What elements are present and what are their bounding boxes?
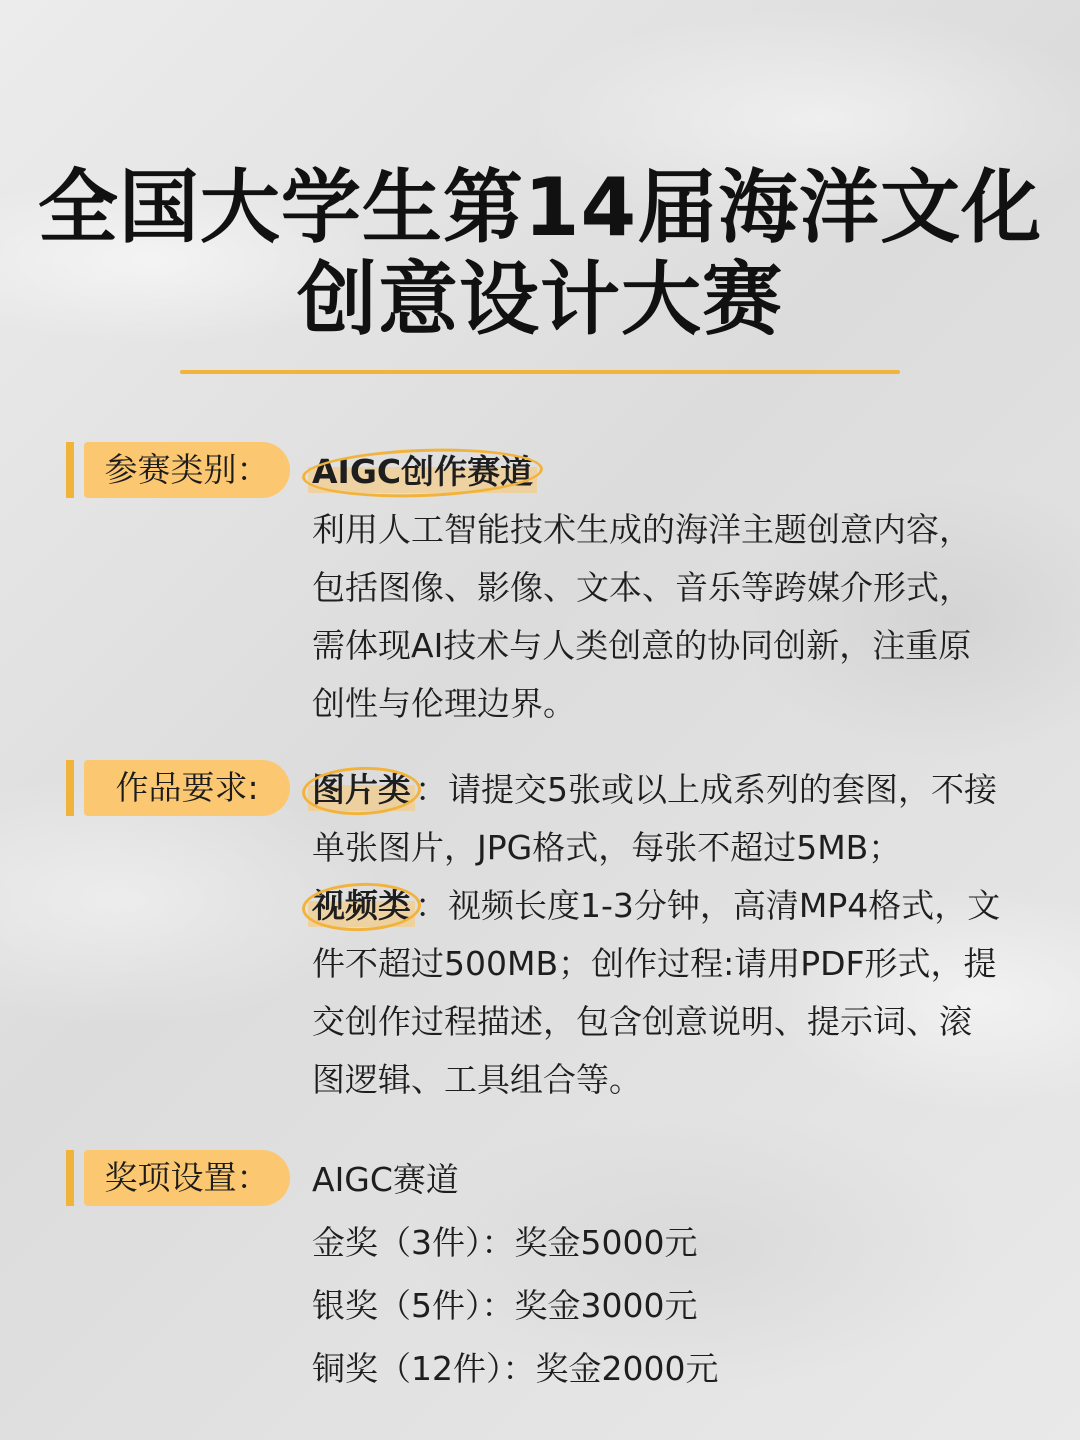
awards-label: 奖项设置：: [104, 1158, 270, 1197]
tag-accent-bar: [66, 442, 74, 498]
video-requirement-text: 件不超过500MB；创作过程:请用PDF形式，提: [312, 944, 997, 983]
image-requirement-text: ：请提交5张或以上成系列的套图，不接: [415, 770, 997, 809]
awards-body: [312, 1148, 1032, 1400]
image-category-key: 图片类: [308, 761, 415, 819]
image-requirement-text: 单张图片，JPG格式，每张不超过5MB；: [312, 828, 902, 867]
awards-tag: [66, 1150, 290, 1206]
requirements-tag: [66, 760, 290, 816]
requirements-body: [312, 761, 1032, 1109]
title-line-1: 全国大学生第14届海洋文化: [37, 161, 1043, 254]
tag-accent-bar: [66, 1150, 74, 1206]
category-text-line: 创性与伦理边界。: [312, 684, 576, 723]
video-requirement-text: ：视频长度1-3分钟，高清MP4格式，文: [415, 886, 1001, 925]
awards-heading: AIGC赛道: [312, 1160, 459, 1199]
tag-accent-bar: [66, 760, 74, 816]
category-body: [312, 443, 1032, 733]
award-bronze: 铜奖（12件）：奖金2000元: [312, 1349, 719, 1388]
video-requirement-text: 交创作过程描述，包含创意说明、提示词、滚: [312, 1002, 972, 1041]
category-text-line: 需体现AI技术与人类创意的协同创新，注重原: [312, 626, 972, 665]
title-line-2: 创意设计大赛: [297, 253, 783, 346]
category-heading: AIGC创作赛道: [308, 443, 537, 501]
category-text-line: 利用人工智能技术生成的海洋主题创意内容，: [312, 510, 972, 549]
title-divider: [180, 370, 900, 374]
requirements-label: 作品要求:: [115, 768, 259, 807]
category-text-line: 包括图像、影像、文本、音乐等跨媒介形式，: [312, 568, 972, 607]
page-title: [0, 162, 1080, 346]
award-silver: 银奖（5件）：奖金3000元: [312, 1286, 698, 1325]
award-gold: 金奖（3件）：奖金5000元: [312, 1223, 698, 1262]
video-requirement-text: 图逻辑、工具组合等。: [312, 1060, 642, 1099]
category-label: 参赛类别：: [104, 450, 270, 489]
category-tag: [66, 442, 290, 498]
video-category-key: 视频类: [308, 877, 415, 935]
